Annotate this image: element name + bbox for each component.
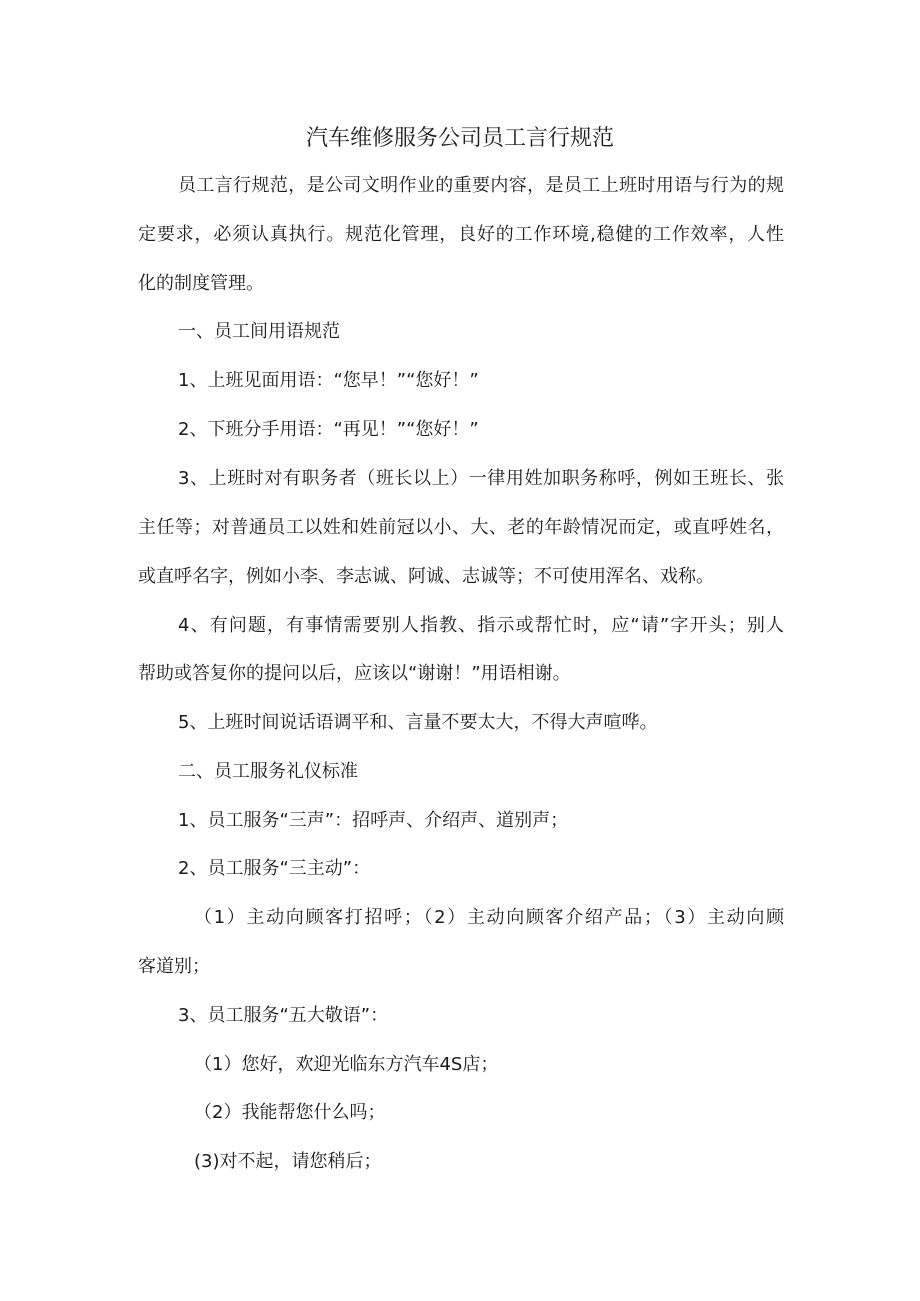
intro-line-2: 定要求，必须认真执行。规范化管理，良好的工作环境,稳健的工作效率，人性 xyxy=(138,224,784,245)
intro-line-1: 员工言行规范，是公司文明作业的重要内容，是员工上班时用语与行为的规 xyxy=(178,175,784,196)
section2-item-3-sub-2: （2）我能帮您什么吗； xyxy=(194,1102,386,1123)
section2-item-2-line-1: （1）主动向顾客打招呼；（2）主动向顾客介绍产品；（3）主动向顾 xyxy=(194,907,784,928)
section1-item-2: 2、下班分手用语：“再见！”“您好！” xyxy=(178,419,479,440)
section2-item-3-heading: 3、员工服务“五大敬语”： xyxy=(178,1005,389,1026)
document-title: 汽车维修服务公司员工言行规范 xyxy=(305,126,614,151)
section1-item-3-line-3: 或直呼名字，例如小李、李志诚、阿诚、志诚等；不可使用浑名、戏称。 xyxy=(138,566,714,587)
section2-item-2-line-2: 客道别； xyxy=(138,956,210,977)
intro-line-3: 化的制度管理。 xyxy=(138,273,264,294)
section1-item-5: 5、上班时间说话语调平和、言量不要太大，不得大声喧哗。 xyxy=(178,712,658,733)
section1-item-3-line-1: 3、上班时对有职务者（班长以上）一律用姓加职务称呼，例如王班长、张 xyxy=(178,468,784,489)
section1-item-3-line-2: 主任等；对普通员工以姓和姓前冠以小、大、老的年龄情况而定，或直呼姓名， xyxy=(138,517,784,538)
section2-item-1: 1、员工服务“三声”：招呼声、介绍声、道别声； xyxy=(178,810,569,831)
section1-item-4-line-2: 帮助或答复你的提问以后，应该以“谢谢！”用语相谢。 xyxy=(138,663,571,684)
section1-item-1: 1、上班见面用语：“您早！”“您好！” xyxy=(178,370,479,391)
section2-item-3-sub-1: （1）您好，欢迎光临东方汽车4S店； xyxy=(194,1054,499,1075)
section2-item-2-heading: 2、员工服务“三主动”： xyxy=(178,858,371,879)
section2-item-3-sub-3: (3)对不起，请您稍后； xyxy=(194,1151,382,1172)
section-heading-1: 一、员工间用语规范 xyxy=(178,321,340,342)
section-heading-2: 二、员工服务礼仪标准 xyxy=(178,761,358,782)
section1-item-4-line-1: 4、有问题，有事情需要别人指教、指示或帮忙时，应“请”字开头；别人 xyxy=(178,615,784,636)
